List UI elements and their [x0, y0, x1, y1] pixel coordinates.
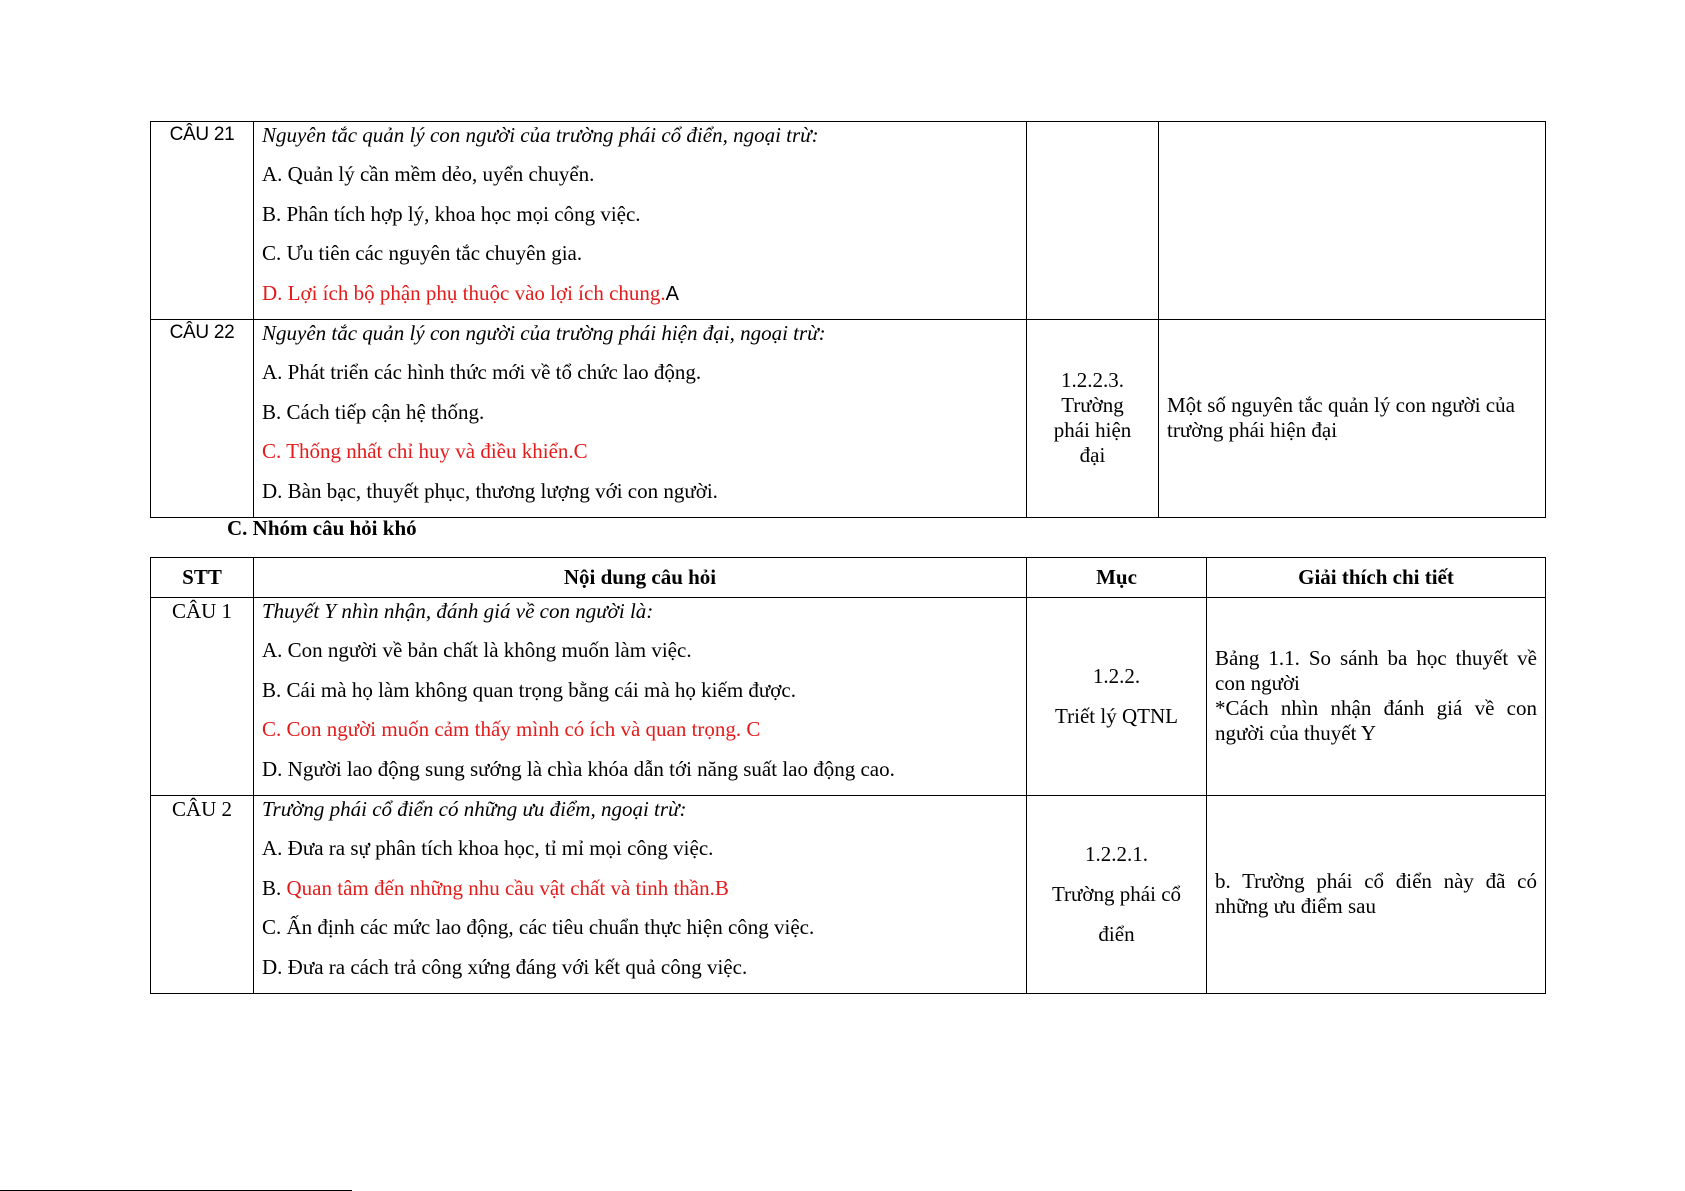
table-row [151, 795, 1546, 993]
section-ref [1027, 795, 1207, 993]
column-header-section: Mục [1027, 558, 1207, 598]
column-header-stt: STT [151, 558, 254, 598]
section-ref [1027, 598, 1207, 796]
option-b: B. Phân tích hợp lý, khoa học mọi công việc. [262, 201, 641, 226]
correct-answer: D. Lợi ích bộ phận phụ thuộc vào lợi ích chung. [262, 280, 666, 305]
section-number: 1.2.2.1. [1085, 842, 1148, 867]
explanation: b. Trường phái cổ điển này đã có những ưu điểm sau [1207, 795, 1546, 993]
option-c: C. Ưu tiên các nguyên tắc chuyên gia. [262, 241, 583, 266]
option-a: A. Quản lý cần mềm dẻo, uyển chuyển. [262, 162, 595, 187]
question-content [254, 122, 1027, 320]
question-number: CÂU 21 [151, 122, 254, 320]
section-name: phái hiện [1053, 418, 1132, 443]
question-content [254, 795, 1027, 993]
section-number: 1.2.2. [1092, 664, 1141, 689]
question-stem: Nguyên tắc quản lý con người của trường phái hiện đại, ngoại trừ: [262, 320, 826, 345]
question-number: CÂU 22 [151, 319, 254, 517]
question-content [254, 319, 1027, 517]
question-stem: Trường phái cổ điển có những ưu điểm, ngoại trừ: [262, 796, 687, 821]
option-d: D. Đưa ra cách trả công xứng đáng với kết quả công việc. [262, 954, 748, 979]
column-header-content: Nội dung câu hỏi [254, 558, 1027, 598]
question-stem: Nguyên tắc quản lý con người của trường phái cổ điển, ngoại trừ: [262, 123, 819, 147]
question-number: CÂU 2 [151, 795, 254, 993]
table-row [151, 122, 1546, 320]
table-header [151, 558, 1546, 598]
section-ref [1027, 319, 1159, 517]
explanation-line: *Cách nhìn nhận đánh giá về con người của thuyết Y [1215, 696, 1537, 746]
correct-answer: C. Thống nhất chỉ huy và điều khiển.C [262, 439, 588, 464]
section-name: đại [1079, 443, 1106, 468]
correct-answer: Quan tâm đến những nhu cầu vật chất và tinh thần.B [286, 875, 729, 900]
option-a: A. Phát triển các hình thức mới về tổ chức lao động. [262, 360, 702, 385]
table-row [151, 598, 1546, 796]
question-table-medium [150, 121, 1546, 518]
option-a: A. Đưa ra sự phân tích khoa học, tỉ mỉ mọi công việc. [262, 836, 714, 861]
section-number: 1.2.2.3. [1061, 368, 1124, 393]
option-d [262, 280, 1018, 319]
explanation-line: Bảng 1.1. So sánh ba học thuyết về con người [1215, 646, 1537, 696]
option-b: B. Cái mà họ làm không quan trọng bằng cái mà họ kiếm được. [262, 677, 796, 702]
explanation [1159, 122, 1546, 320]
table-row [151, 319, 1546, 517]
section-name: Trường phái cổ [1051, 882, 1182, 907]
option-d: D. Người lao động sung sướng là chìa khóa dẫn tới năng suất lao động cao. [262, 756, 895, 781]
option-d: D. Bàn bạc, thuyết phục, thương lượng với con người. [262, 478, 718, 503]
option-c: C. Ấn định các mức lao động, các tiêu chuẩn thực hiện công việc. [262, 915, 815, 940]
option-a: A. Con người về bản chất là không muốn làm việc. [262, 638, 692, 663]
column-header-explanation: Giải thích chi tiết [1207, 558, 1546, 598]
explanation [1207, 598, 1546, 796]
option-prefix: B. [262, 875, 287, 900]
section-name: điển [1098, 922, 1135, 947]
question-number: CÂU 1 [151, 598, 254, 796]
answer-mark: A [665, 282, 679, 305]
section-name: Triết lý QTNL [1055, 704, 1178, 729]
section-name: Trường [1061, 393, 1124, 418]
correct-answer: C. Con người muốn cảm thấy mình có ích và quan trọng. C [262, 717, 761, 742]
question-stem: Thuyết Y nhìn nhận, đánh giá về con người là: [262, 599, 654, 623]
explanation: Một số nguyên tắc quản lý con người của trường phái hiện đại [1159, 319, 1546, 517]
section-ref [1027, 122, 1159, 320]
question-table-hard [150, 557, 1546, 994]
option-b [262, 875, 1018, 914]
section-title: C. Nhóm câu hỏi khó [227, 516, 417, 540]
question-content [254, 598, 1027, 796]
option-b: B. Cách tiếp cận hệ thống. [262, 399, 485, 424]
